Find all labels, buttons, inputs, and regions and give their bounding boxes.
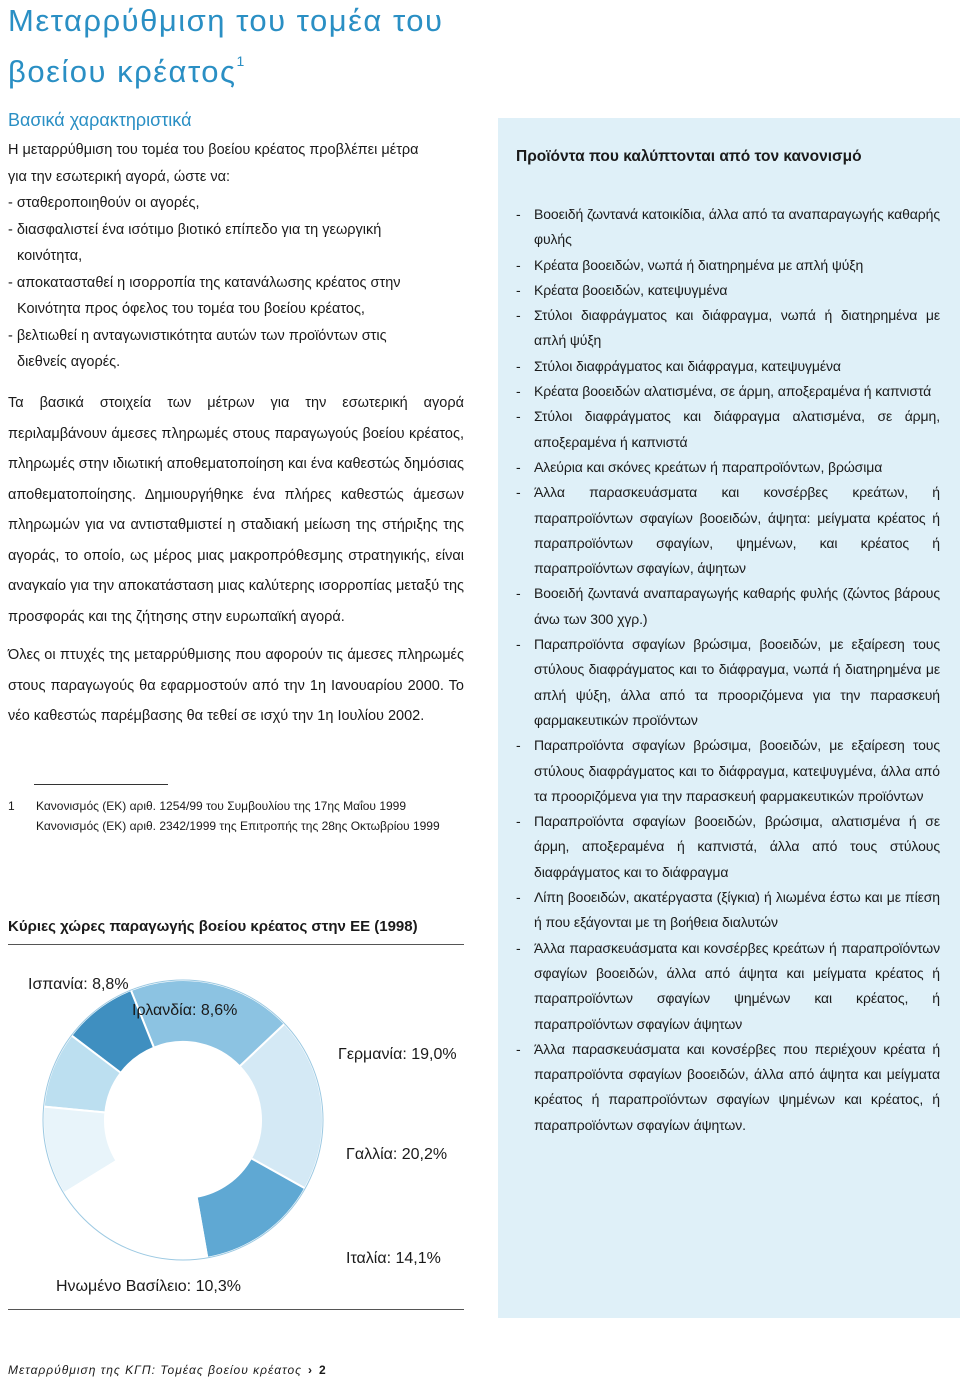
product-item-text: Παραπροϊόντα σφαγίων βρώσιμα, βοοειδών, με εξαίρεση τους στύλους διαφράγματος και το διάφραγμα, νωπά ή διατηρημένα με απλή ψύξη, άλλα από τα προοριζόμενα για την παρασκευή φαρμακευτικών προϊόντων — [534, 636, 940, 728]
product-item-text: Άλλα παρασκευάσματα και κονσέρβες κρεάτων, ή παραπροϊόντων σφαγίων βοοειδών, άψητα: μείγματα κρέατος ή παραπροϊόντων σφαγίων, ψημένων, και κρέατος ή παραπροϊόντων σφαγίων, άψητων — [534, 484, 940, 577]
product-item-dash: - — [516, 383, 521, 400]
product-item-text: Άλλα παρασκευάσματα και κονσέρβες που περιέχουν κρέατα ή παραπροϊόντα σφαγίων βοοειδών, άλλα από άψητα και μείγματα κρέατος ή παραπροϊόντων σφαγίων ψημένων και κρέατος, ή παραπροϊόντων σφαγίων άψητων. — [534, 1040, 940, 1133]
title-line-1: Μεταρρύθμιση του τομέα του — [8, 3, 444, 38]
product-item-text: Κρέατα βοοειδών αλατισμένα, σε άρμη, αποξεραμένα ή καπνιστά — [534, 383, 932, 400]
footnote-line-1: Κανονισμός (ΕΚ) αριθ. 1254/99 του Συμβουλίου της 17ης Μαΐου 1999 — [36, 799, 407, 813]
pie-label-4: Ισπανία: 8,8% — [28, 976, 129, 993]
product-item-text: Κρέατα βοοειδών, κατεψυγμένα — [534, 281, 728, 298]
footnote-number: 1 — [8, 799, 15, 813]
product-item-text: Στύλοι διαφράγματος και διάφραγμα, κατεψυγμένα — [534, 357, 841, 374]
title-footnote-mark: 1 — [236, 53, 246, 69]
product-item-text: Στύλοι διαφράγματος και διάφραγμα, νωπά ή διατηρημένα με απλή ψύξη — [534, 307, 940, 349]
paragraph-measures: Τα βασικά στοιχεία των μέτρων για την εσωτερική αγορά περιλαμβάνουν άμεσες πληρωμές στους παραγωγούς βοείου κρέατος, πληρωμές στην ιδιωτική αποθεματοποίηση και ένα καθεστώς δημόσιας αποθεματοποίησης. Δημιουργήθηκε ένα πλήρες καθεστώς άμεσων πληρωμών για να αντισταθμιστεί η σταδιακή μείωση της στήριξης της αγοράς, το οποίο, ως μέρος μιας μακροπρόθεσμης στρατηγικής, είναι αναγκαίο για την αποκατάσταση μιας καλύτερης ισορροπίας μεταξύ της προσφοράς και της ζήτησης στην ευρωπαϊκή αγορά. — [8, 395, 464, 625]
product-item-text: Κρέατα βοοειδών, νωπά ή διατηρημένα με απλή ψύξη — [534, 256, 864, 273]
footer-text: Μεταρρύθμιση της ΚΓΠ: Τομέας βοείου κρέατος — [8, 1363, 302, 1377]
footer-arrow-icon: › — [307, 1363, 313, 1377]
basics-heading: Βασικά χαρακτηριστικά — [8, 110, 192, 130]
basics-line: Κοινότητα προς όφελος του τομέα του βοείου κρέατος, — [17, 301, 365, 317]
products-list — [516, 202, 940, 1138]
product-item — [516, 278, 940, 303]
product-item — [516, 885, 940, 936]
product-item — [516, 303, 940, 354]
product-item-text: Άλλα παρασκευάσματα και κονσέρβες κρεάτων ή παραπροϊόντων σφαγίων βοοειδών, άλλα από άψητα και μείγματα κρέατος ή παραπροϊόντων σφαγίων ψημένων και κρέατος, ή παραπροϊόντων σφαγίων άψητων — [534, 939, 940, 1032]
product-item — [516, 455, 940, 480]
product-item — [516, 404, 940, 455]
product-item-dash: - — [516, 813, 521, 830]
basics-line: κοινότητα, — [17, 248, 83, 264]
product-item-dash: - — [516, 889, 521, 906]
chart-container — [8, 944, 464, 1310]
pie-label-3: Ιρλανδία: 8,6% — [132, 1002, 238, 1019]
product-item-dash: - — [516, 484, 521, 501]
basics-section — [8, 110, 464, 376]
product-item-text: Βοοειδή ζωντανά αναπαραγωγής καθαρής φυλής (ζώντος βάρους άνω των 300 χγρ.) — [534, 585, 940, 627]
product-item — [516, 480, 940, 581]
product-item — [516, 1037, 940, 1138]
product-item-dash: - — [516, 1040, 521, 1057]
product-item-dash: - — [516, 256, 521, 273]
product-item-dash: - — [516, 206, 521, 222]
product-item-dash: - — [516, 585, 521, 602]
basics-line: - βελτιωθεί η ανταγωνιστικότητα αυτών των προϊόντων στις — [8, 327, 387, 344]
product-item — [516, 733, 940, 809]
product-item — [516, 809, 940, 885]
basics-line: - διασφαλιστεί ένα ισότιμο βιοτικό επίπεδο για τη γεωργική — [8, 221, 382, 238]
product-item-text: Βοοειδή ζωντανά κατοικίδια, άλλα από τα αναπαραγωγής καθαρής φυλής — [534, 206, 940, 248]
paragraph-timeline: Όλες οι πτυχές της μεταρρύθμισης που αφορούν τις άμεσες πληρωμές στους παραγωγούς θα εφαρμοστούν από την 1η Ιανουαρίου 2000. Το νέο καθεστώς παρέμβασης θα τεθεί σε ισχύ την 1η Ιουλίου 2002. — [8, 647, 464, 724]
product-item-dash: - — [516, 737, 521, 754]
basics-line: διεθνείς αγορές. — [17, 354, 121, 370]
product-item-dash: - — [516, 636, 521, 653]
products-heading: Προϊόντα που καλύπτονται από τον κανονισμό — [516, 148, 862, 165]
footnote-line-2: Κανονισμός (ΕΚ) αριθ. 2342/1999 της Επιτροπής της 28ης Οκτωβρίου 1999 — [36, 819, 440, 833]
product-item-dash: - — [516, 281, 521, 298]
product-item-dash: - — [516, 458, 521, 475]
product-item — [516, 379, 940, 404]
basics-line: - σταθεροποιηθούν οι αγορές, — [8, 195, 200, 211]
basics-text — [8, 137, 464, 376]
pie-label-1: Γαλλία: 20,2% — [346, 1146, 448, 1163]
product-item-text: Παραπροϊόντα σφαγίων βρώσιμα, βοοειδών, με εξαίρεση τους στύλους διαφράγματος και το διάφραγμα, κατεψυγμένα, άλλα από τα προοριζόμενα για την παρασκευή φαρμακευτικών προϊόντων — [534, 737, 940, 804]
products-panel — [498, 118, 960, 1318]
donut-chart — [8, 945, 464, 1309]
product-item — [516, 354, 940, 379]
product-item-text: Λίπη βοοειδών, ακατέργαστα (ξίγκια) ή λιωμένα έστω και με πίεση ή που εξάγονται με τη βοήθεια διαλυτών — [534, 889, 940, 931]
product-item-text: Στύλοι διαφράγματος και διάφραγμα αλατισμένα, σε άρμη, αποξεραμένα ή καπνιστά — [534, 408, 940, 450]
page-footer — [8, 1363, 327, 1377]
product-item-dash: - — [516, 357, 521, 374]
product-item — [516, 253, 940, 278]
title-line-2: βοείου κρέατος — [8, 54, 237, 89]
footnote-divider — [34, 784, 168, 785]
product-item-dash: - — [516, 939, 521, 956]
pie-label-5: Ηνωμένο Βασίλειο: 10,3% — [56, 1278, 241, 1295]
product-item-text: Αλεύρια και σκόνες κρεάτων ή παραπροϊόντων, βρώσιμα — [534, 458, 883, 475]
page-number: 2 — [318, 1363, 327, 1377]
basics-line: Η μεταρρύθμιση του τομέα του βοείου κρέατος προβλέπει μέτρα — [8, 142, 419, 158]
pie-label-0: Ιταλία: 14,1% — [346, 1250, 441, 1267]
pie-label-2: Γερμανία: 19,0% — [338, 1046, 457, 1063]
product-item — [516, 936, 940, 1037]
footnote — [8, 796, 468, 836]
chart-title: Κύριες χώρες παραγωγής βοείου κρέατος στην ΕΕ (1998) — [8, 918, 418, 935]
page-title — [8, 0, 478, 92]
product-item-text: Παραπροϊόντα σφαγίων βοοειδών, βρώσιμα, αλατισμένα ή σε άρμη, αποξεραμένα ή καπνιστά, άλλα από τους στύλους διαφράγματος και το διάφραγμα — [534, 813, 940, 880]
product-item-dash: - — [516, 408, 521, 425]
product-item — [516, 581, 940, 632]
basics-line: για την εσωτερική αγορά, ώστε να: — [8, 168, 231, 185]
product-item — [516, 202, 940, 253]
basics-line: - αποκατασταθεί η ισορροπία της κατανάλωσης κρέατος στην — [8, 274, 401, 291]
product-item-dash: - — [516, 307, 521, 324]
product-item — [516, 632, 940, 733]
